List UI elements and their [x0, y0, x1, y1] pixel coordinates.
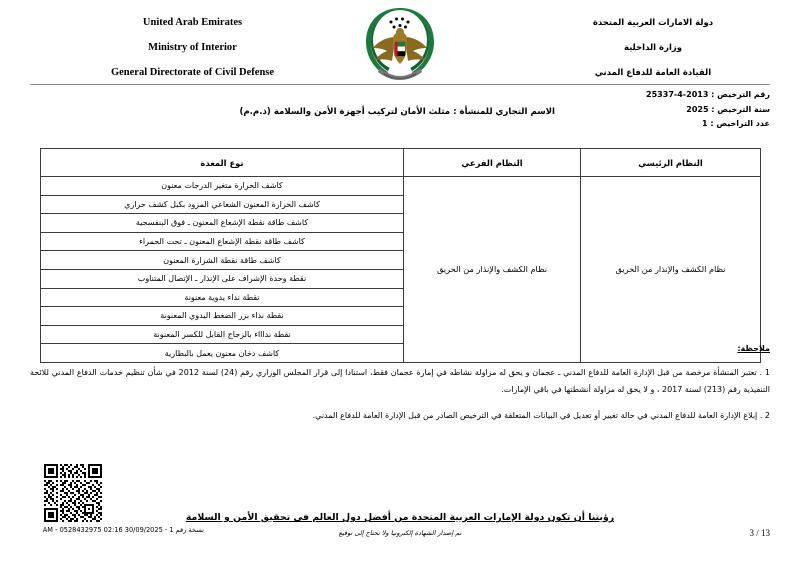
- license-count: عدد التراخيص : 1: [702, 119, 770, 128]
- qr-caption: نسخة رقم 1 - 30/09/2025 02:16 AM - 0528432975: [42, 526, 204, 534]
- electronic-signature-note: تم إصدار الشهادة إلكترونيا ولا تحتاج إلى توقيع: [338, 529, 462, 537]
- cell-equipment: كاشف الحرارة المعنون الشعاعي المزود بكبل كشف حراري: [41, 195, 404, 214]
- column-header-sub-system: النظام الفرعي: [404, 149, 581, 177]
- license-meta-block: [560, 88, 770, 132]
- vision-statement: رؤيتنا أن تكون دولة الإمارات العربية المتحدة من أفضل دول العالم في تحقيق الأمن و السلامة: [185, 512, 615, 523]
- cell-equipment: كاشف طاقة نقطة الإشعاع المعنون ـ تحت الحمراء: [41, 232, 404, 251]
- note-item: 2 . إبلاغ الإدارة العامة للدفاع المدني في حالة تغيير أو تعديل في البيانات المتعلقة في الترخيص الصادر من قبل الإدارة العامة للدفاع المدني.: [312, 411, 770, 420]
- cell-equipment: نقطة نداااء بالزجاج القابل للكسر المعنونة: [41, 325, 404, 344]
- header-ar-line-2: وزارة الداخلية: [623, 43, 683, 53]
- cell-sub-system: نظام الكشف والإنذار من الحريق: [404, 177, 581, 363]
- column-header-main-system: النظام الرئيسي: [581, 149, 761, 177]
- header-ar-line-1: دولة الامارات العربية المتحدة: [592, 18, 714, 28]
- header-en-line-2: Ministry of Interior: [148, 42, 237, 53]
- header-arabic-block: [528, 11, 778, 86]
- column-header-equipment-type: نوع المعدة: [41, 149, 404, 177]
- cell-equipment: كاشف طاقة نقطة الشرارة المعنون: [41, 251, 404, 270]
- header-en-line-1: United Arab Emirates: [142, 17, 243, 28]
- cell-equipment: نقطة نداء يدوية معنونة: [41, 288, 404, 307]
- notes-section: [30, 344, 770, 433]
- license-year: سنة الترخيص : 2025: [686, 104, 770, 114]
- systems-table: [40, 148, 761, 363]
- cell-equipment: كاشف طاقة نقطة الإشعاع المعنون ـ فوق البنفسجية: [41, 214, 404, 233]
- header-divider: [30, 84, 770, 85]
- cell-equipment: نقطة وحدة الإشراف على الإنذار ـ الإتصال المتناوب: [41, 269, 404, 288]
- notes-title: ملاحظة:: [737, 344, 770, 353]
- header-en-line-3: General Directorate of Civil Defense: [110, 67, 275, 78]
- license-number: رقم الترخيص : 2013-4-25337: [646, 90, 770, 99]
- uae-ministry-of-interior-emblem-icon: [358, 4, 442, 84]
- table-row: [41, 177, 761, 196]
- note-item: 1 . تعتبر المنشأة مرخصة من قبل الإدارة العامة للدفاع المدني ـ عجمان و يحق له مزاولة نشاطه في إمارة عجمان فقط، استنادا إلى قرار المجلس الوزاري رقم (24) لسنة 2012 في شأن تنظيم خدمات الدفاع المدني للائحة التنفيذية رقم (213) لسنة 2017 ، و لا يحق له مزاولة أنشطتها في باقي الإمارات.: [30, 368, 770, 394]
- table-header-row: [41, 149, 761, 177]
- cell-equipment: نقطة نداء بزر الضغط اليدوي المعنونة: [41, 307, 404, 326]
- cell-main-system: نظام الكشف والإنذار من الحريق: [581, 177, 761, 363]
- header-english-block: [55, 10, 330, 85]
- cell-equipment: كاشف دخان معنون يعمل بالبطارية: [41, 344, 404, 363]
- qr-block: [44, 464, 204, 534]
- document-header: [0, 0, 800, 88]
- cell-equipment: كاشف الحرارة متغير الدرجات معنون: [41, 177, 404, 196]
- page-number: 3 / 13: [749, 528, 770, 538]
- header-ar-line-3: القيادة العامة للدفاع المدني: [594, 68, 712, 78]
- business-trade-name: الاسم التجاري للمنشأة : مثلث الأمان لتركيب أجهزة الأمن والسلامة (ذ.م.م): [239, 107, 555, 117]
